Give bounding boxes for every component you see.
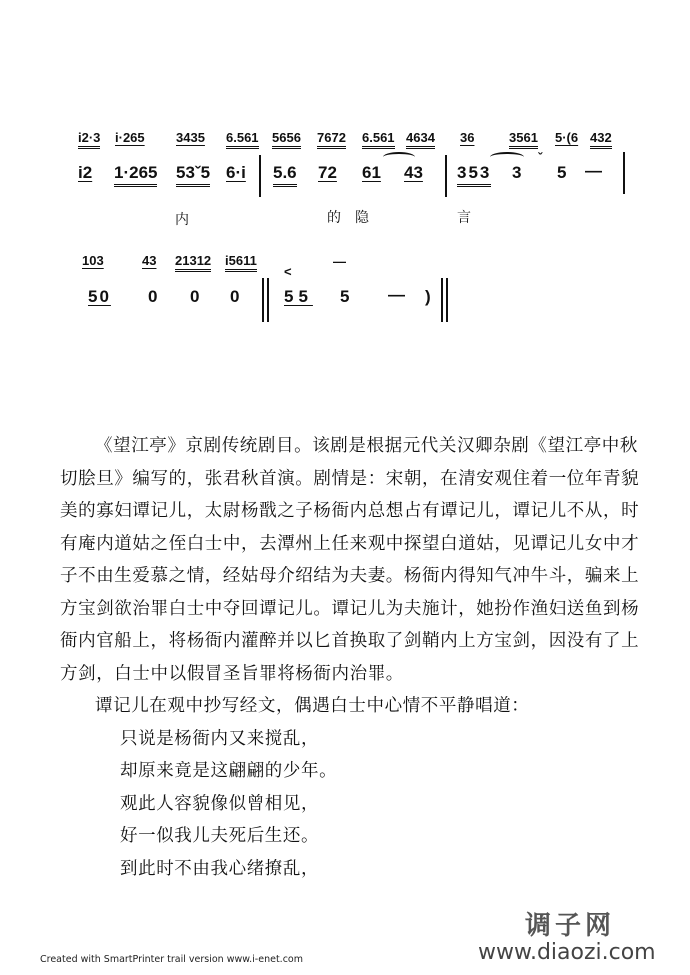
note: 5 xyxy=(557,163,567,182)
rest: 0 xyxy=(230,287,240,306)
rest: 0 xyxy=(190,287,200,306)
sustain-dash: — xyxy=(585,161,602,180)
rest: 0 xyxy=(148,287,158,306)
barline xyxy=(259,155,261,197)
note-group: 432 xyxy=(590,130,612,149)
note-group: i·265 xyxy=(115,130,145,145)
note-group: 1·265 xyxy=(114,163,157,187)
lyric: 隐 xyxy=(355,210,369,226)
note-group: 103 xyxy=(82,253,104,268)
note-group: 5.6 xyxy=(273,163,297,187)
verse-line: 好一似我儿夫死后生还。 xyxy=(120,826,320,846)
lyric: 言 xyxy=(457,210,471,226)
note-group: i5611 xyxy=(225,253,257,272)
verse-line: 到此时不由我心绪撩乱， xyxy=(120,858,320,879)
footer-credit: Created with SmartPrinter trail version www.i-enet.com xyxy=(40,954,303,965)
barline xyxy=(445,155,447,197)
verse-line: 却原来竟是这翩翩的少年。 xyxy=(120,761,338,781)
slur-mark xyxy=(490,152,524,162)
note-group: 3435 xyxy=(176,130,205,145)
note-group: 3561 xyxy=(509,130,538,149)
lyric: 内 xyxy=(175,212,189,228)
note-group: 6·i xyxy=(226,163,246,182)
double-barline xyxy=(446,278,448,322)
crescendo-mark: < xyxy=(284,264,292,279)
note-group: i2·3 xyxy=(78,130,100,149)
barline xyxy=(623,152,625,194)
note-group: 61 xyxy=(362,163,381,182)
slur-mark xyxy=(383,152,415,162)
double-barline xyxy=(441,278,443,322)
lyric: 的 xyxy=(327,210,341,226)
watermark-name: 调子网 xyxy=(525,911,616,941)
note: 5 xyxy=(340,287,350,306)
note-group: 36 xyxy=(460,130,475,145)
note-group: 5·(6 xyxy=(555,130,579,145)
note-group: 43 xyxy=(142,253,157,268)
paragraph-synopsis: 《望江亭》京剧传统剧目。该剧是根据元代关汉卿杂剧《望江亭中秋切脍旦》编写的，张君秋首演。剧情是：宋朝，在清安观住着一位年青貌美的寡妇谭记儿，太尉杨戬之子杨衙内总想占有谭记儿，谭记儿不从，时有庵内道姑之侄白士中，去潭州上任来观中探望白道姑，见谭记儿女中才子不由生爱慕之情，经姑母介绍结为夫妻。杨衙内得知气冲牛斗，骗来上方宝剑欲治罪白士中夺回谭记儿。谭记儿为夫施计，她扮作渔妇送鱼到杨衙内官船上，将杨衙内灌醉并以匕首换取了剑鞘内上方宝剑，因没有了上方剑，白士中以假冒圣旨罪将杨衙内治罪。 xyxy=(60,436,640,684)
note-group: 21312 xyxy=(175,253,211,272)
note-group: 55 xyxy=(284,287,313,306)
watermark-url: www.diaozi.com xyxy=(478,940,656,965)
dash-mark: — xyxy=(333,254,346,269)
double-barline xyxy=(267,278,269,322)
note-group: i2 xyxy=(78,163,93,182)
close-paren: ) xyxy=(425,287,431,306)
note: 3 xyxy=(512,163,522,182)
breath-mark: ˇ xyxy=(538,150,543,165)
verse-line: 只说是杨衙内又来搅乱， xyxy=(120,728,320,749)
description-text xyxy=(60,430,650,885)
paragraph-intro: 谭记儿在观中抄写经文，偶遇白士中心情不平静唱道： xyxy=(95,696,530,716)
note-group: 7672 xyxy=(317,130,346,149)
double-barline xyxy=(262,278,264,322)
note-group: 5656 xyxy=(272,130,301,149)
note-group: 353 xyxy=(457,163,491,187)
note-group: 4634 xyxy=(406,130,435,149)
note-group: 6.561 xyxy=(226,130,259,149)
sustain-dash: — xyxy=(388,285,405,304)
note-group: 43 xyxy=(404,163,423,182)
note-group: 53ˇ5 xyxy=(176,163,210,187)
note-group: 6.561 xyxy=(362,130,395,149)
verse-line: 观此人容貌像似曾相见， xyxy=(120,793,320,814)
note-group: 72 xyxy=(318,163,337,182)
note-group: 50 xyxy=(88,287,111,306)
